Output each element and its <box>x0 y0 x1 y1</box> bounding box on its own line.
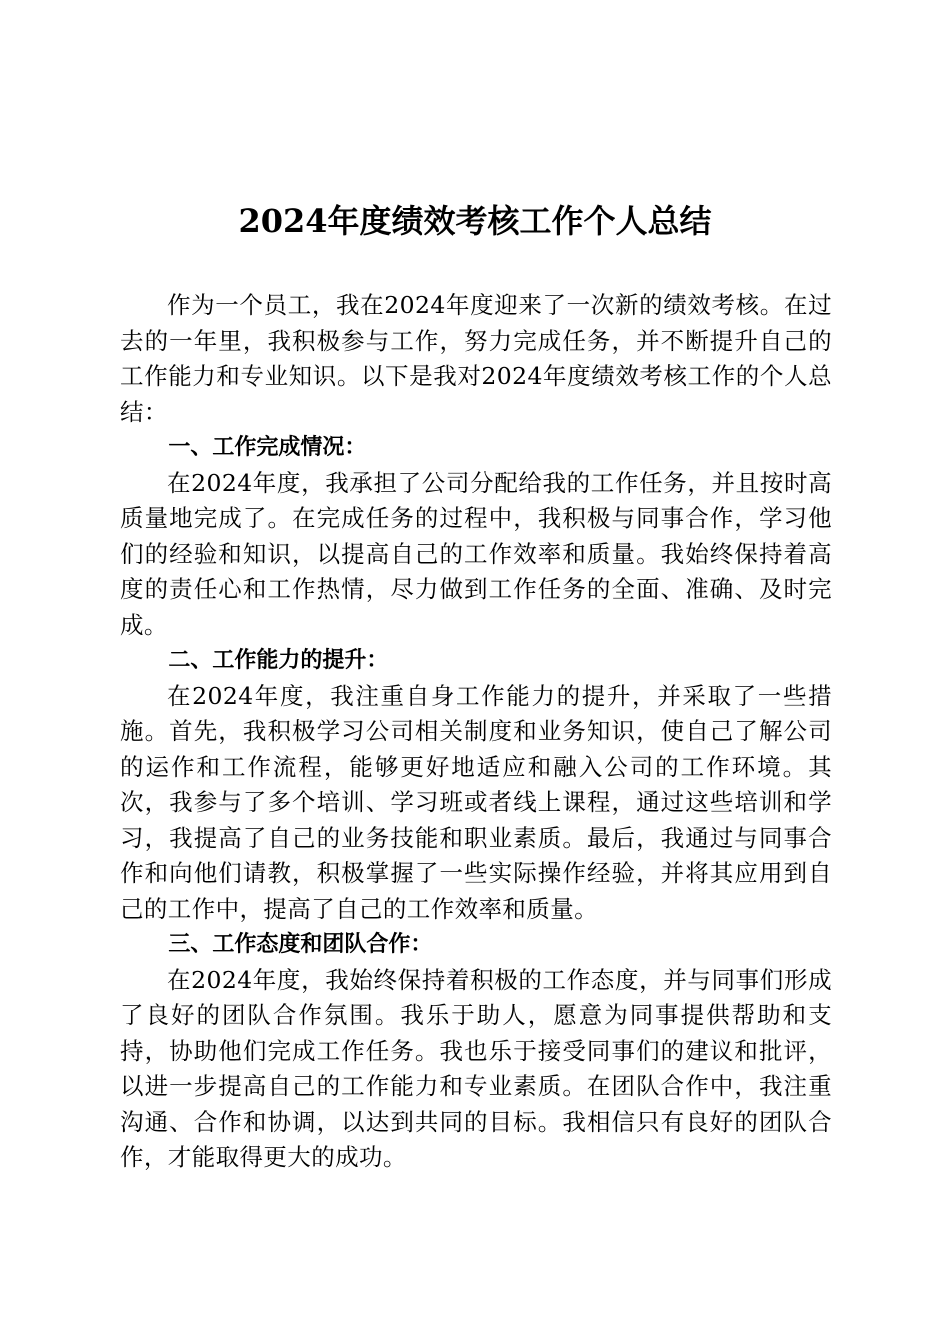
document-title: 2024年度绩效考核工作个人总结 <box>238 202 712 240</box>
section-body-attitude-teamwork: 在2024年度，我始终保持着积极的工作态度，并与同事们形成了良好的团队合作氛围。我乐于助人，愿意为同事提供帮助和支持，协助他们完成工作任务。我也乐于接受同事们的建议和批评，以进一步提高自己的工作能力和专业素质。在团队合作中，我注重沟通、合作和协调，以达到共同的目标。我相信只有良好的团队合作，才能取得更大的成功。 <box>120 965 832 1171</box>
section-heading-ability-improvement: 二、工作能力的提升： <box>168 648 389 673</box>
section-body-work-completion: 在2024年度，我承担了公司分配给我的工作任务，并且按时高质量地完成了。在完成任务的过程中，我积极与同事合作，学习他们的经验和知识，以提高自己的工作效率和质量。我始终保持着高度的责任心和工作热情，尽力做到工作任务的全面、准确、及时完成。 <box>120 468 832 639</box>
document-body <box>120 288 832 1176</box>
intro-paragraph: 作为一个员工，我在2024年度迎来了一次新的绩效考核。在过去的一年里，我积极参与工作，努力完成任务，并不断提升自己的工作能力和专业知识。以下是我对2024年度绩效考核工作的个人总结： <box>120 291 832 426</box>
section-heading-work-completion: 一、工作完成情况： <box>168 435 367 460</box>
section-body-ability-improvement: 在2024年度，我注重自身工作能力的提升，并采取了一些措施。首先，我积极学习公司相关制度和业务知识，使自己了解公司的运作和工作流程，能够更好地适应和融入公司的工作环境。其次，我参与了多个培训、学习班或者线上课程，通过这些培训和学习，我提高了自己的业务技能和职业素质。最后，我通过与同事合作和向他们请教，积极掌握了一些实际操作经验，并将其应用到自己的工作中，提高了自己的工作效率和质量。 <box>120 681 832 923</box>
section-heading-attitude-teamwork: 三、工作态度和团队合作： <box>168 932 433 957</box>
